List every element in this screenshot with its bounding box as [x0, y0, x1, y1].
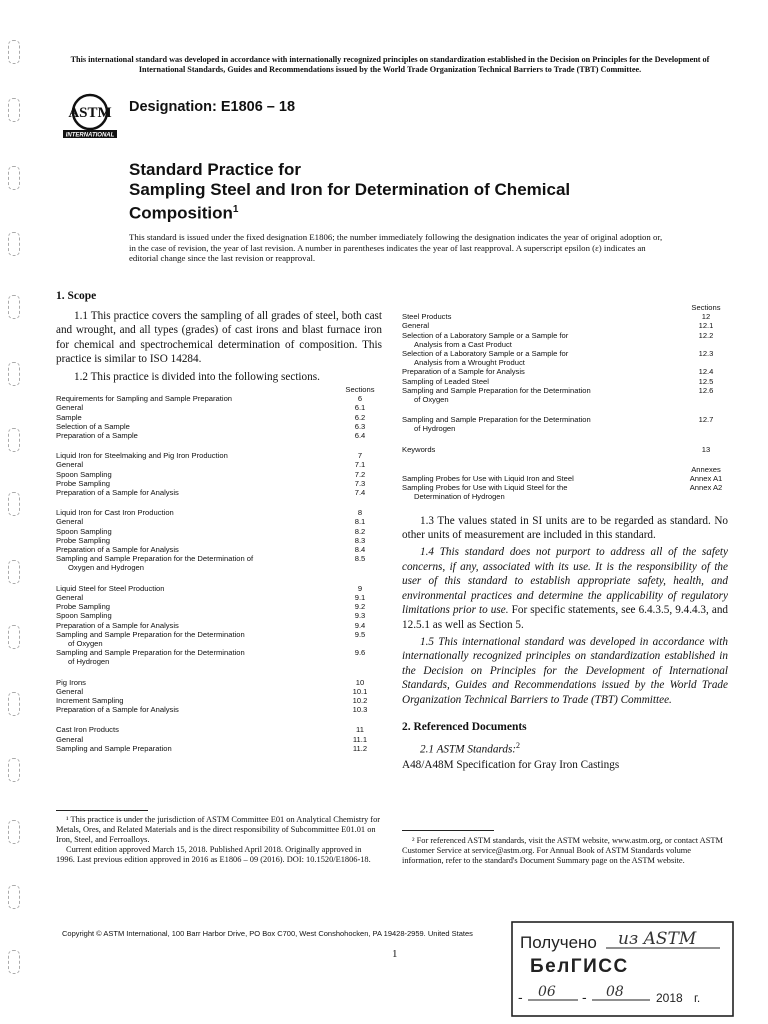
paragraph-1-2: 1.2 This practice is divided into the following sections.: [74, 370, 320, 383]
section-number: 6.2: [354, 412, 366, 422]
section-label: Sampling Probes for Use with Liquid Iron and Steel: [402, 474, 574, 484]
section-number: 10.1: [352, 686, 368, 696]
section-number: 7.1: [354, 460, 366, 470]
section-label: Analysis from a Cast Product: [414, 339, 512, 349]
paragraph-1-1: 1.1 This practice covers the sampling of all grades of steel, both cast and wrought, and all types (grades) of cast irons and blast furnace iron for chemical and spectrochemical determination of composition. This practice is similar to ISO 14284.: [56, 310, 382, 366]
section-number: [684, 358, 728, 367]
table-row: [56, 536, 382, 545]
section-label: General: [56, 460, 84, 470]
sections-table-left: [56, 385, 382, 753]
issuance-note: This standard is issued under the fixed designation E1806; the number immediately following the designation indicates the year of original adoption or, in the case of revision, the year of last revision. A number in parentheses indicates the year of last reapproval. A superscript epsilon (ε) indicates an editorial change since the last revision or reapproval.: [129, 232, 663, 263]
section-label: General: [56, 686, 84, 696]
table-row: [56, 657, 382, 666]
footnote-1-edition: Current edition approved March 15, 2018. Published April 2018. Originally approved in 1996. Last previous edition approved in 2016 as E1806 – 09 (2016). DOI: 10.1520/E1806-18.: [56, 845, 371, 864]
section-label: General: [56, 517, 84, 527]
table-row: [56, 648, 382, 657]
section-label: [402, 465, 684, 474]
table-row: [402, 483, 728, 492]
table-row: [56, 431, 382, 440]
section-label: Preparation of a Sample for Analysis: [56, 620, 179, 630]
page-number: 1: [392, 948, 398, 960]
designation: Designation: E1806 – 18: [129, 99, 296, 115]
section-label: Sampling and Sample Preparation for the Determination of: [56, 554, 254, 564]
table-spacer: [56, 714, 382, 725]
section-label: Liquid Iron for Cast Iron Production: [56, 508, 174, 518]
section-label: Keywords: [402, 444, 436, 454]
section-label: of Oxygen: [414, 395, 449, 405]
astm-logo: [60, 92, 120, 140]
table-row: [56, 630, 382, 639]
table-row: [56, 687, 382, 696]
table-row: [56, 451, 382, 460]
section-label: Sampling and Sample Preparation for the Determination: [56, 629, 245, 639]
section-label: Preparation of a Sample for Analysis: [56, 545, 179, 555]
section-label: Probe Sampling: [56, 602, 111, 612]
paragraph-1-3: 1.3 The values stated in SI units are to be regarded as standard. No other units of measurement are included in this standard.: [402, 514, 728, 542]
svg-text:ASTM: ASTM: [68, 105, 112, 121]
section-label: of Oxygen: [68, 638, 103, 648]
section-label: Sampling Probes for Use with Liquid Steel for the: [402, 483, 568, 493]
table-row: [56, 602, 382, 611]
table-row: [56, 413, 382, 422]
footnote-1-text: ¹ This practice is under the jurisdiction of ASTM Committee E01 on Analytical Chemistry for Metals, Ores, and Related Materials and is the direct responsibility of Subcommittee E01.01 on Iron, Steel, and Ferroalloys.: [56, 815, 381, 844]
stamp-year-suffix: г.: [694, 991, 701, 1005]
section-number: Annexes: [691, 464, 721, 474]
section-label: Spoon Sampling: [56, 526, 112, 536]
footnote-rule: [56, 810, 148, 811]
table-row: [56, 725, 382, 734]
table-row: [56, 611, 382, 620]
table-row: [402, 321, 728, 330]
section-label: Increment Sampling: [56, 695, 124, 705]
table-row: [402, 331, 728, 340]
section-label: General: [56, 592, 84, 602]
section-number: 7.3: [354, 478, 366, 488]
table-spacer: [56, 573, 382, 584]
section-label: Probe Sampling: [56, 535, 111, 545]
section-number: 9.2: [354, 602, 366, 612]
safety-references: For specific statements, see 6.4.3.5, 9.4.4.3, and 12.5.1 as well as Section 5.: [402, 604, 729, 631]
table-row: [402, 312, 728, 321]
table-row: [56, 554, 382, 563]
section-number: 9.5: [354, 629, 366, 639]
table-row: [402, 424, 728, 433]
sections-table-right: [402, 303, 728, 502]
table-row: [56, 735, 382, 744]
stamp-year: 2018: [656, 991, 683, 1005]
stamp-month: 08: [606, 984, 624, 1000]
section-label: Preparation of a Sample for Analysis: [56, 488, 179, 498]
binding-holes: [4, 40, 28, 1020]
section-number: 11: [356, 725, 364, 735]
section-number: Annex A2: [689, 483, 723, 493]
table-row: [56, 639, 382, 648]
footnote-1: [56, 815, 382, 865]
section-number: 8: [357, 508, 363, 518]
sections-header-right: Sections: [691, 303, 721, 312]
right-column: [402, 303, 728, 772]
table-row: [56, 593, 382, 602]
section-number: 12.6: [698, 385, 714, 395]
section-number: 12.3: [698, 349, 714, 359]
section-number: 6.4: [354, 431, 366, 441]
section-number: Annex A1: [689, 474, 723, 484]
section-label: Sampling and Sample Preparation for the Determination: [402, 385, 591, 395]
scope-heading: 1. Scope: [56, 290, 97, 302]
stamp-received-label: Получено: [520, 933, 597, 952]
astm-standards-label: 2.1 ASTM Standards:: [420, 743, 517, 756]
table-row: [402, 395, 728, 404]
section-label: Liquid Steel for Steel Production: [56, 583, 165, 593]
section-label: Sampling and Sample Preparation: [56, 743, 172, 753]
table-row: [56, 460, 382, 469]
copyright: Copyright © ASTM International, 100 Barr Harbor Drive, PO Box C700, West Conshohocken, PA 19428-2959. United States: [62, 929, 473, 938]
table-row: [402, 349, 728, 358]
footnote-2-mark: 2: [516, 740, 521, 750]
footnote-2: ² For referenced ASTM standards, visit the ASTM website, www.astm.org, or contact ASTM Customer Service at service@astm.org. For Annual Book of ASTM Standards volume information, refer to the standard's Document Summary page on the ASTM website.: [402, 836, 723, 865]
table-row: [56, 394, 382, 403]
title-line-1: Standard Practice for: [129, 160, 301, 179]
section-number: 9.4: [354, 620, 366, 630]
section-number: 10.3: [352, 705, 368, 715]
page-title: [129, 160, 689, 224]
section-label: of Hydrogen: [414, 424, 456, 434]
reference-a48: A48/A48M Specification for Gray Iron Castings: [402, 759, 620, 772]
section-label: Requirements for Sampling and Sample Preparation: [56, 394, 233, 404]
section-label: Preparation of a Sample: [56, 431, 138, 441]
table-spacer: [402, 434, 728, 445]
section-label: Selection of a Sample: [56, 421, 130, 431]
table-row: [56, 621, 382, 630]
section-number: 6: [357, 394, 363, 404]
table-row: [402, 445, 728, 454]
table-row: [402, 415, 728, 424]
section-number: 9.1: [354, 592, 366, 602]
section-number: [684, 340, 728, 349]
section-number: [684, 492, 728, 501]
section-label: of Hydrogen: [68, 657, 110, 667]
table-row: [56, 584, 382, 593]
logo-text: INTERNATIONAL: [65, 132, 115, 139]
section-label: Analysis from a Wrought Product: [414, 358, 525, 368]
table-row: [56, 403, 382, 412]
section-label: Oxygen and Hydrogen: [68, 563, 144, 573]
footnote-rule-2: [402, 830, 494, 831]
section-number: 9: [357, 583, 363, 593]
table-row: [56, 563, 382, 572]
svg-text:-: -: [518, 989, 523, 1005]
section-label: General: [56, 734, 84, 744]
table-row: [56, 488, 382, 497]
section-number: [338, 563, 382, 572]
sections-header: Sections: [345, 385, 375, 395]
top-notice: This international standard was developed in accordance with internationally recognized principles on standardization established in the Decision on Principles for the Development of International Standards, Guides and Recommendations issued by the World Trade Organization Technical Barriers to Trade (TBT) Committee.: [70, 55, 710, 74]
section-label: Steel Products: [402, 312, 452, 322]
section-number: [684, 424, 728, 433]
table-row: [402, 367, 728, 376]
section-number: 9.6: [354, 648, 366, 658]
table-spacer: [56, 440, 382, 451]
title-footnote-mark: 1: [232, 204, 239, 215]
section-number: 8.4: [354, 545, 366, 555]
table-row: [402, 386, 728, 395]
section-label: Pig Irons: [56, 677, 86, 687]
section-label: Preparation of a Sample for Analysis: [56, 705, 179, 715]
section-label: Sampling and Sample Preparation for the Determination: [56, 648, 245, 658]
stamp-org: БелГИСС: [530, 956, 629, 977]
table-row: [56, 696, 382, 705]
section-label: Preparation of a Sample for Analysis: [402, 367, 525, 377]
table-row: [402, 474, 728, 483]
section-label: Spoon Sampling: [56, 611, 112, 621]
table-row: [402, 358, 728, 367]
section-label: Selection of a Laboratory Sample or a Sample for: [402, 330, 569, 340]
section-number: [684, 395, 728, 404]
paragraph-2-1: [402, 739, 728, 757]
section-number: 8.3: [354, 535, 366, 545]
paragraph-1-4: [402, 545, 728, 631]
stamp-day: 06: [538, 984, 556, 1000]
referenced-documents-heading: 2. Referenced Documents: [402, 720, 527, 733]
table-row: [56, 479, 382, 488]
paragraph-1-5: 1.5 This international standard was developed in accordance with internationally recognized principles on standardization established in the Decision on Principles for the Development of International Standards, Guides and Recommendations issued by the World Trade Organization Technical Barriers to Trade (TBT) Committee.: [402, 635, 728, 706]
section-number: 11.1: [352, 734, 368, 744]
section-number: 12.4: [698, 367, 714, 377]
table-row: [56, 678, 382, 687]
table-row: [402, 340, 728, 349]
section-number: 6.3: [354, 421, 366, 431]
table-row: [56, 508, 382, 517]
section-label: General: [402, 321, 430, 331]
section-label: Spoon Sampling: [56, 469, 112, 479]
table-row: [56, 545, 382, 554]
table-spacer: [56, 667, 382, 678]
title-line-3: Composition: [129, 203, 233, 223]
section-number: 12: [701, 312, 711, 322]
section-label: Sample: [56, 412, 82, 422]
section-number: 13: [701, 444, 711, 454]
table-row: [56, 527, 382, 536]
section-number: 10.2: [352, 695, 368, 705]
section-number: 12.5: [698, 376, 714, 386]
stamp-handwritten-source: из ASTM: [618, 929, 697, 949]
section-label: Sampling and Sample Preparation for the Determination: [402, 415, 591, 425]
title-line-2: Sampling Steel and Iron for Determination of Chemical: [129, 180, 571, 199]
svg-text:-: -: [582, 989, 587, 1005]
table-row: [56, 422, 382, 431]
received-stamp: [510, 920, 735, 1018]
section-number: 11.2: [352, 743, 368, 753]
table-row: [56, 470, 382, 479]
section-label: Probe Sampling: [56, 478, 111, 488]
section-label: Liquid Iron for Steelmaking and Pig Iron Production: [56, 451, 228, 461]
table-row: [56, 705, 382, 714]
section-label: Cast Iron Products: [56, 725, 119, 735]
section-number: 6.1: [354, 403, 366, 413]
section-number: 12.2: [698, 330, 714, 340]
table-spacer: [402, 454, 728, 465]
section-number: 7.2: [354, 469, 366, 479]
section-number: 8.2: [354, 526, 366, 536]
table-row: [402, 377, 728, 386]
section-number: [338, 657, 382, 666]
table-row: [402, 465, 728, 474]
table-row: [56, 744, 382, 753]
section-number: 12.7: [698, 415, 714, 425]
section-label: Determination of Hydrogen: [414, 492, 505, 502]
section-number: 8.5: [354, 554, 366, 564]
section-number: 9.3: [354, 611, 366, 621]
section-number: [338, 639, 382, 648]
section-number: 8.1: [354, 517, 366, 527]
section-number: 7: [357, 451, 363, 461]
section-label: Sampling of Leaded Steel: [402, 376, 489, 386]
section-number: 10: [355, 677, 365, 687]
table-row: [402, 492, 728, 501]
section-number: 12.1: [698, 321, 714, 331]
table-spacer: [56, 497, 382, 508]
section-number: 7.4: [354, 488, 366, 498]
section-label: General: [56, 403, 84, 413]
table-spacer: [402, 404, 728, 415]
left-column: [56, 290, 382, 753]
section-label: Selection of a Laboratory Sample or a Sample for: [402, 349, 569, 359]
safety-statement: 1.4 This standard does not purport to address all of the safety concerns, if any, associated with its use. It is the responsibility of the user of this standard to establish appropriate safety, health, and environmental practices and determine the applicability of regulatory limitations prior to use.: [402, 546, 728, 617]
table-row: [56, 517, 382, 526]
